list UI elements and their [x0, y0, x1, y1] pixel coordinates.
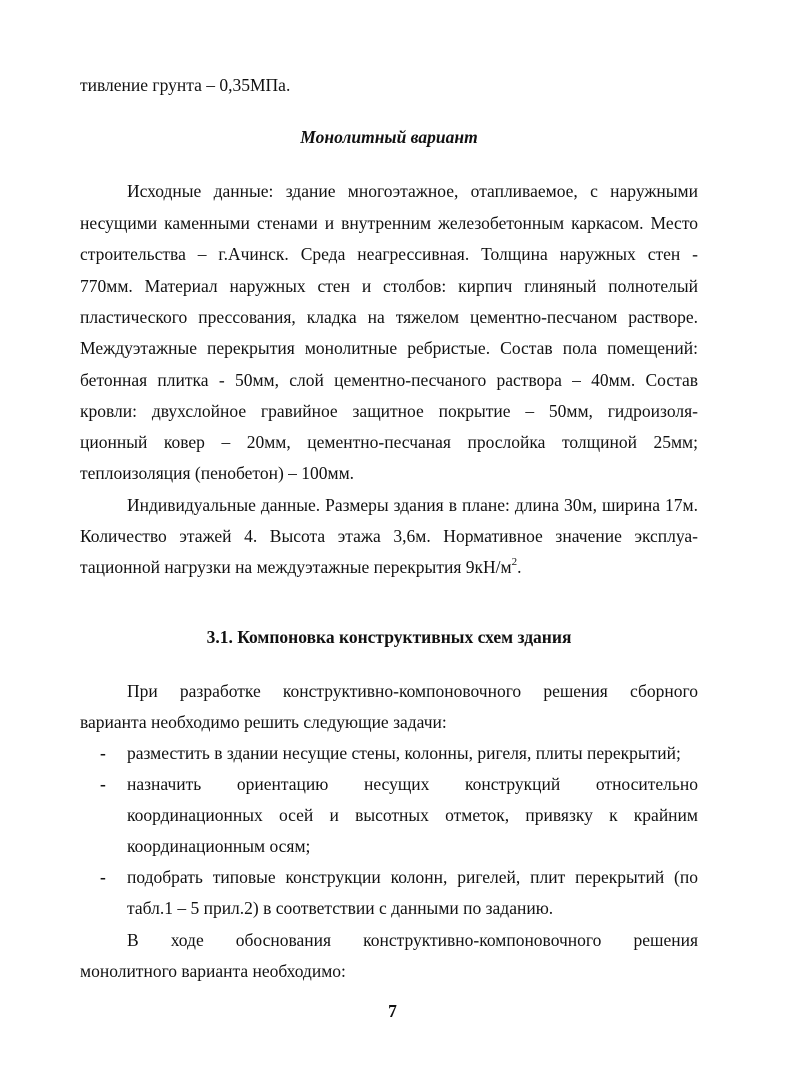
task-item-line: табл.1 – 5 прил.2) в соответствии с данными по заданию.: [127, 898, 554, 918]
task-item-line: назначить ориентацию несущих конструкций относительно: [127, 774, 698, 794]
individual-data-last-end: .: [517, 557, 522, 577]
initial-data-line: Исходные данные: здание многоэтажное, отапливаемое, с наружными: [127, 181, 698, 201]
list-dash: -: [100, 743, 106, 763]
page-number: 7: [388, 1001, 397, 1021]
intro-line: варианта необходимо решить следующие задачи:: [80, 712, 447, 732]
section-heading: Монолитный вариант: [300, 127, 478, 147]
monolithic-intro-line: В ходе обоснования конструктивно-компоновочного решения: [127, 930, 698, 950]
initial-data-line: теплоизоляция (пенобетон) – 100мм.: [80, 463, 355, 483]
initial-data-line: строительства – г.Ачинск. Среда неагрессивная. Толщина наружных стен -: [80, 244, 698, 264]
initial-data-line: бетонная плитка - 50мм, слой цементно-песчаного раствора – 40мм. Состав: [80, 370, 698, 390]
initial-data-line: Междуэтажные перекрытия монолитные ребристые. Состав пола помещений:: [80, 338, 698, 358]
initial-data-line: несущими каменными стенами и внутренним железобетонным каркасом. Место: [80, 213, 698, 233]
monolithic-intro-line: монолитного варианта необходимо:: [80, 961, 346, 981]
initial-data-line: ционный ковер – 20мм, цементно-песчаная прослойка толщиной 25мм;: [80, 432, 698, 452]
task-item-line: координационных осей и высотных отметок, привязку к крайним: [127, 805, 698, 825]
individual-data-last-line: [80, 556, 698, 578]
task-item-line: координационным осям;: [127, 836, 311, 856]
list-dash: -: [100, 774, 106, 794]
superscript-exponent: 2: [511, 556, 518, 568]
initial-data-line: кровли: двухслойное гравийное защитное покрытие – 50мм, гидроизоля-: [80, 401, 698, 421]
subsection-heading: 3.1. Компоновка конструктивных схем здания: [206, 627, 572, 647]
task-item-line: подобрать типовые конструкции колонн, ригелей, плит перекрытий (по: [127, 867, 698, 887]
initial-data-line: 770мм. Материал наружных стен и столбов: кирпич глиняный полнотелый: [80, 276, 698, 296]
continuation-line: тивление грунта – 0,35МПа.: [80, 75, 291, 95]
individual-data-line: Индивидуальные данные. Размеры здания в плане: длина 30м, ширина 17м.: [127, 495, 698, 515]
individual-data-line: Количество этажей 4. Высота этажа 3,6м. Нормативное значение эксплуа-: [80, 526, 698, 546]
task-item-line: разместить в здании несущие стены, колонны, ригеля, плиты перекрытий;: [127, 743, 681, 763]
list-dash: -: [100, 867, 106, 887]
initial-data-line: пластического прессования, кладка на тяжелом цементно-песчаном растворе.: [80, 307, 698, 327]
intro-line: При разработке конструктивно-компоновочного решения сборного: [127, 681, 698, 701]
individual-data-last-text: тационной нагрузки на междуэтажные перекрытия 9кН/м: [80, 557, 512, 577]
